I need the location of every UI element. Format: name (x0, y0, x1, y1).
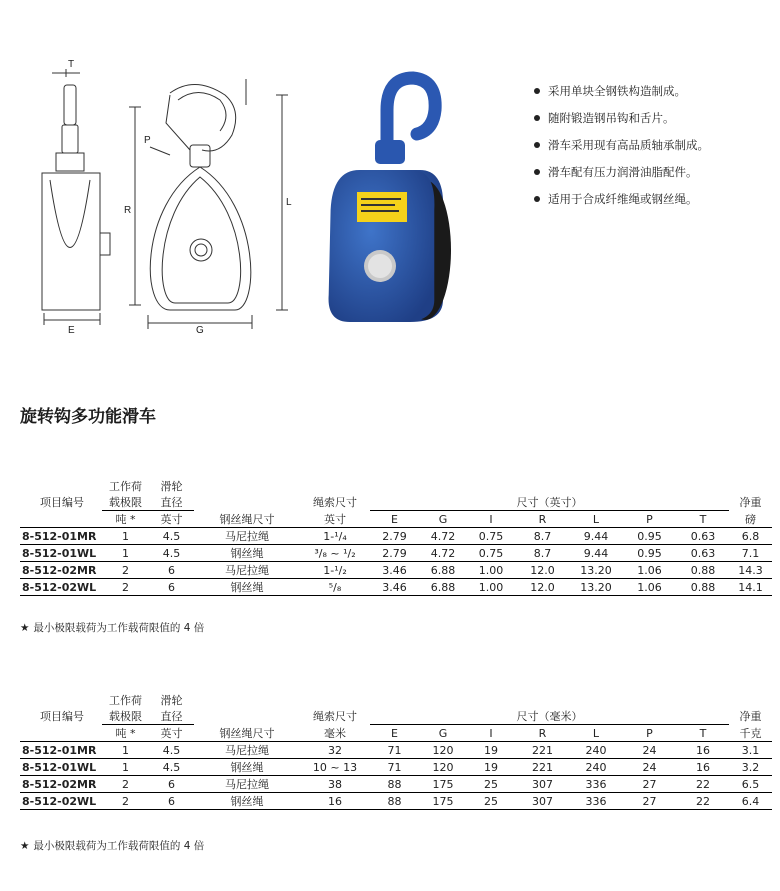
cell-l: 13.20 (570, 579, 622, 596)
header-load-1: 工作荷 (109, 694, 142, 707)
table-note (20, 838, 204, 853)
note-text: 最小极限载荷为工作载荷限值的 4 倍 (33, 622, 205, 634)
cell-sheave: 6 (149, 776, 194, 793)
dim-label-g: G (196, 325, 204, 335)
cell-wire: 马尼拉绳 (194, 776, 300, 793)
cell-r: 307 (515, 776, 570, 793)
cell-i: 25 (467, 793, 515, 810)
cell-i: 19 (467, 742, 515, 759)
bullet-icon (534, 115, 540, 121)
cell-sheave: 4.5 (149, 759, 194, 776)
header-item: 项目编号 (40, 496, 84, 510)
cell-t: 22 (677, 793, 729, 810)
cell-load: 2 (102, 562, 149, 579)
cell-load: 1 (102, 545, 149, 562)
cell-rope: ³/₈ ~ ¹/₂ (300, 545, 370, 562)
cell-p: 1.06 (622, 579, 677, 596)
bullet-icon (534, 88, 540, 94)
spec-table-imperial (20, 478, 772, 596)
cell-load: 2 (102, 793, 149, 810)
cell-g: 175 (419, 776, 467, 793)
bullet-icon (534, 196, 540, 202)
cell-load: 1 (102, 742, 149, 759)
page-title: 旋转钩多功能滑车 (20, 407, 156, 427)
feature-item (534, 111, 709, 138)
feature-list (534, 84, 709, 219)
table-row (20, 562, 772, 579)
unit-rope: 英寸 (300, 511, 370, 528)
cell-e: 71 (370, 742, 419, 759)
cell-l: 9.44 (570, 545, 622, 562)
cell-item: 8-512-02WL (20, 579, 102, 596)
header-sheave-1: 滑轮 (160, 694, 183, 707)
dim-label-p: P (144, 135, 151, 146)
feature-item (534, 192, 709, 219)
cell-t: 0.88 (677, 562, 729, 579)
cell-e: 3.46 (370, 579, 419, 596)
cell-g: 175 (419, 793, 467, 810)
cell-weight: 6.8 (729, 528, 772, 545)
cell-p: 27 (622, 776, 677, 793)
cell-i: 25 (467, 776, 515, 793)
cell-item: 8-512-01MR (20, 528, 102, 545)
cell-load: 2 (102, 579, 149, 596)
cell-weight: 6.4 (729, 793, 772, 810)
cell-wire: 马尼拉绳 (194, 528, 300, 545)
unit-load: 吨 * (102, 511, 149, 528)
feature-text: 适用于合成纤维绳或钢丝绳。 (548, 192, 698, 206)
header-item: 项目编号 (40, 710, 84, 724)
header-g: G (419, 511, 467, 528)
cell-p: 0.95 (622, 528, 677, 545)
cell-l: 240 (570, 759, 622, 776)
cell-i: 19 (467, 759, 515, 776)
technical-drawing (20, 55, 310, 335)
header-wire: 钢丝绳尺寸 (194, 725, 300, 742)
cell-sheave: 4.5 (149, 545, 194, 562)
bullet-icon (534, 142, 540, 148)
cell-t: 0.63 (677, 528, 729, 545)
cell-g: 4.72 (419, 528, 467, 545)
cell-load: 1 (102, 759, 149, 776)
cell-weight: 3.2 (729, 759, 772, 776)
cell-t: 0.88 (677, 579, 729, 596)
header-l: L (570, 725, 622, 742)
header-sheave-2: 直径 (149, 494, 194, 511)
feature-item (534, 84, 709, 111)
cell-weight: 7.1 (729, 545, 772, 562)
star-icon: ★ (20, 622, 30, 634)
cell-e: 2.79 (370, 545, 419, 562)
header-p: P (622, 725, 677, 742)
cell-sheave: 6 (149, 562, 194, 579)
table-row (20, 528, 772, 545)
cell-i: 1.00 (467, 579, 515, 596)
cell-item: 8-512-02MR (20, 562, 102, 579)
cell-l: 9.44 (570, 528, 622, 545)
cell-r: 12.0 (515, 562, 570, 579)
feature-item (534, 138, 709, 165)
header-r: R (515, 511, 570, 528)
cell-item: 8-512-01WL (20, 759, 102, 776)
cell-sheave: 4.5 (149, 528, 194, 545)
cell-e: 71 (370, 759, 419, 776)
unit-sheave: 英寸 (149, 725, 194, 742)
product-photo (325, 70, 475, 330)
cell-sheave: 6 (149, 579, 194, 596)
cell-wire: 马尼拉绳 (194, 562, 300, 579)
cell-g: 120 (419, 742, 467, 759)
note-text: 最小极限载荷为工作载荷限值的 4 倍 (33, 840, 205, 852)
header-e: E (370, 725, 419, 742)
header-t: T (677, 511, 729, 528)
cell-r: 8.7 (515, 528, 570, 545)
cell-p: 24 (622, 742, 677, 759)
header-rope: 绳索尺寸 (313, 496, 357, 510)
cell-t: 22 (677, 776, 729, 793)
cell-r: 221 (515, 759, 570, 776)
cell-l: 336 (570, 793, 622, 810)
cell-sheave: 6 (149, 793, 194, 810)
dim-label-e: E (68, 325, 75, 335)
cell-g: 4.72 (419, 545, 467, 562)
unit-load: 吨 * (102, 725, 149, 742)
table-row (20, 742, 772, 759)
cell-p: 24 (622, 759, 677, 776)
cell-rope: 1-¹/₄ (300, 528, 370, 545)
header-dimensions: 尺寸（毫米） (370, 708, 729, 725)
header-i: I (467, 725, 515, 742)
cell-load: 2 (102, 776, 149, 793)
cell-e: 3.46 (370, 562, 419, 579)
spec-table-metric (20, 692, 772, 810)
cell-rope: 32 (300, 742, 370, 759)
header-p: P (622, 511, 677, 528)
cell-e: 2.79 (370, 528, 419, 545)
cell-load: 1 (102, 528, 149, 545)
cell-l: 13.20 (570, 562, 622, 579)
cell-r: 307 (515, 793, 570, 810)
dim-label-r: R (124, 205, 132, 216)
header-sheave-2: 直径 (149, 708, 194, 725)
feature-item (534, 165, 709, 192)
cell-rope: 1-¹/₂ (300, 562, 370, 579)
cell-rope: 16 (300, 793, 370, 810)
cell-item: 8-512-02WL (20, 793, 102, 810)
header-r: R (515, 725, 570, 742)
cell-rope: 10 ~ 13 (300, 759, 370, 776)
header-weight: 净重 (739, 496, 762, 510)
cell-l: 240 (570, 742, 622, 759)
header-g: G (419, 725, 467, 742)
cell-item: 8-512-02MR (20, 776, 102, 793)
feature-text: 随附锻造钢吊钩和舌片。 (548, 111, 675, 125)
cell-r: 12.0 (515, 579, 570, 596)
cell-wire: 钢丝绳 (194, 793, 300, 810)
feature-text: 滑车配有压力润滑油脂配件。 (548, 165, 698, 179)
cell-i: 0.75 (467, 528, 515, 545)
bullet-icon (534, 169, 540, 175)
header-e: E (370, 511, 419, 528)
cell-r: 8.7 (515, 545, 570, 562)
header-sheave-1: 滑轮 (160, 480, 183, 493)
cell-sheave: 4.5 (149, 742, 194, 759)
cell-t: 16 (677, 742, 729, 759)
header-weight: 净重 (739, 710, 762, 724)
header-t: T (677, 725, 729, 742)
cell-t: 16 (677, 759, 729, 776)
header-load-2: 载极限 (102, 708, 149, 725)
feature-text: 采用单块全钢铁构造制成。 (548, 84, 686, 98)
cell-i: 1.00 (467, 562, 515, 579)
table-row (20, 545, 772, 562)
cell-g: 6.88 (419, 579, 467, 596)
cell-r: 221 (515, 742, 570, 759)
cell-e: 88 (370, 793, 419, 810)
header-load-2: 载极限 (102, 494, 149, 511)
table-row (20, 776, 772, 793)
table-row (20, 579, 772, 596)
cell-p: 0.95 (622, 545, 677, 562)
cell-rope: 38 (300, 776, 370, 793)
cell-wire: 马尼拉绳 (194, 742, 300, 759)
header-i: I (467, 511, 515, 528)
header-dimensions: 尺寸（英寸） (370, 494, 729, 511)
cell-weight: 3.1 (729, 742, 772, 759)
star-icon: ★ (20, 840, 30, 852)
dim-label-l: L (286, 197, 292, 208)
dim-label-t: T (68, 59, 75, 70)
feature-text: 滑车采用现有高品质轴承制成。 (548, 138, 709, 152)
header-rope: 绳索尺寸 (313, 710, 357, 724)
header-wire: 钢丝绳尺寸 (194, 511, 300, 528)
unit-sheave: 英寸 (149, 511, 194, 528)
cell-i: 0.75 (467, 545, 515, 562)
unit-weight: 磅 (729, 511, 772, 528)
header-l: L (570, 511, 622, 528)
cell-p: 27 (622, 793, 677, 810)
cell-wire: 钢丝绳 (194, 545, 300, 562)
cell-wire: 钢丝绳 (194, 579, 300, 596)
header-load-1: 工作荷 (109, 480, 142, 493)
cell-e: 88 (370, 776, 419, 793)
cell-item: 8-512-01MR (20, 742, 102, 759)
cell-item: 8-512-01WL (20, 545, 102, 562)
cell-t: 0.63 (677, 545, 729, 562)
cell-g: 6.88 (419, 562, 467, 579)
cell-rope: ⁵/₈ (300, 579, 370, 596)
cell-weight: 14.1 (729, 579, 772, 596)
table-row (20, 759, 772, 776)
cell-weight: 14.3 (729, 562, 772, 579)
cell-wire: 钢丝绳 (194, 759, 300, 776)
unit-rope: 毫米 (300, 725, 370, 742)
table-row (20, 793, 772, 810)
cell-p: 1.06 (622, 562, 677, 579)
cell-g: 120 (419, 759, 467, 776)
cell-weight: 6.5 (729, 776, 772, 793)
unit-weight: 千克 (729, 725, 772, 742)
cell-l: 336 (570, 776, 622, 793)
table-note (20, 620, 204, 635)
